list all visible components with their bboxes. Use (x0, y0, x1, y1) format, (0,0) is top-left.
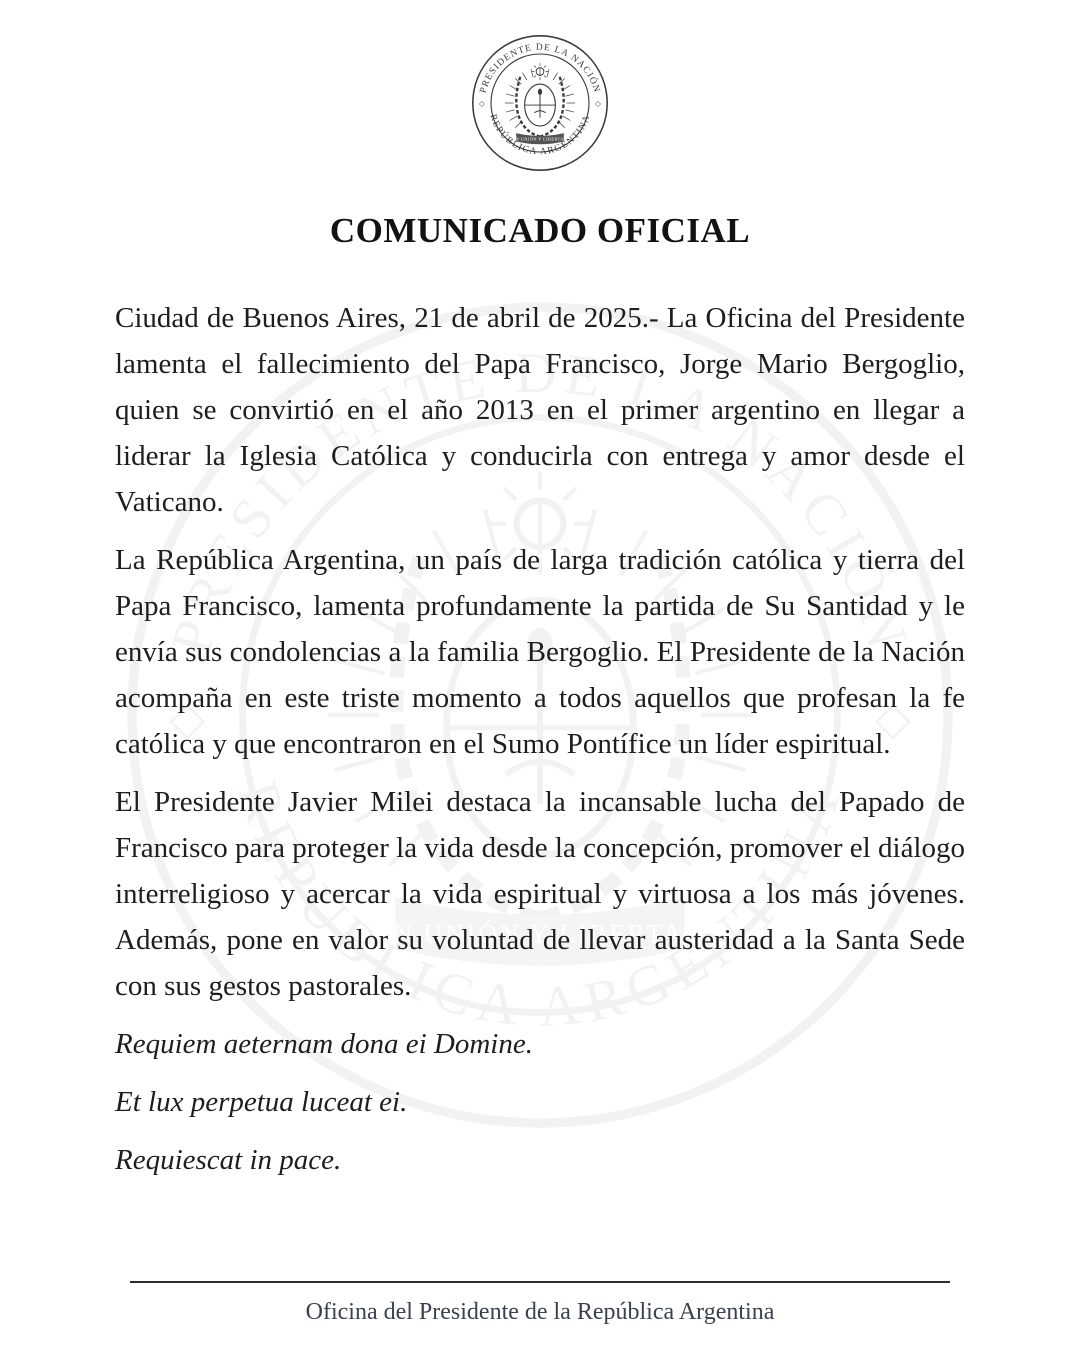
document-header (0, 0, 1080, 251)
body-paragraph-3: El Presidente Javier Milei destaca la incansable lucha del Papado de Francisco para proteger la vida desde la concepción, promover el diálogo interreligioso y acercar la vida espiritual y virtuosa a los más jóvenes. Además, pone en valor su voluntad de llevar austeridad a la Santa Sede con sus gestos pastorales. (115, 786, 965, 1002)
latin-line-1: Requiem aeternam dona ei Domine. (115, 1028, 533, 1060)
communique-body (115, 295, 965, 1183)
latin-line-3: Requiescat in pace. (115, 1144, 342, 1176)
presidential-seal-icon (470, 33, 610, 173)
footer-office-name: Oficina del Presidente de la República Argentina (305, 1299, 775, 1325)
body-paragraph-2: La República Argentina, un país de larga tradición católica y tierra del Papa Francisco, lamenta profundamente la partida de Su Santidad y le envía sus condolencias a la familia Bergoglio. El Presidente de la Nación acompaña en este triste momento a todos aquellos que profesan la fe católica y que encontraron en el Sumo Pontífice un líder espiritual. (115, 544, 965, 760)
document-title: COMUNICADO OFICIAL (329, 211, 751, 250)
document-footer (0, 1281, 1080, 1326)
footer-divider (130, 1281, 950, 1283)
latin-line-2: Et lux perpetua luceat ei. (115, 1086, 408, 1118)
body-paragraph-1: Ciudad de Buenos Aires, 21 de abril de 2025.- La Oficina del Presidente lamenta el fallecimiento del Papa Francisco, Jorge Mario Bergoglio, quien se convirtió en el año 2013 en el primer argentino en llegar a liderar la Iglesia Católica y conducirla con entrega y amor desde el Vaticano. (115, 302, 965, 518)
